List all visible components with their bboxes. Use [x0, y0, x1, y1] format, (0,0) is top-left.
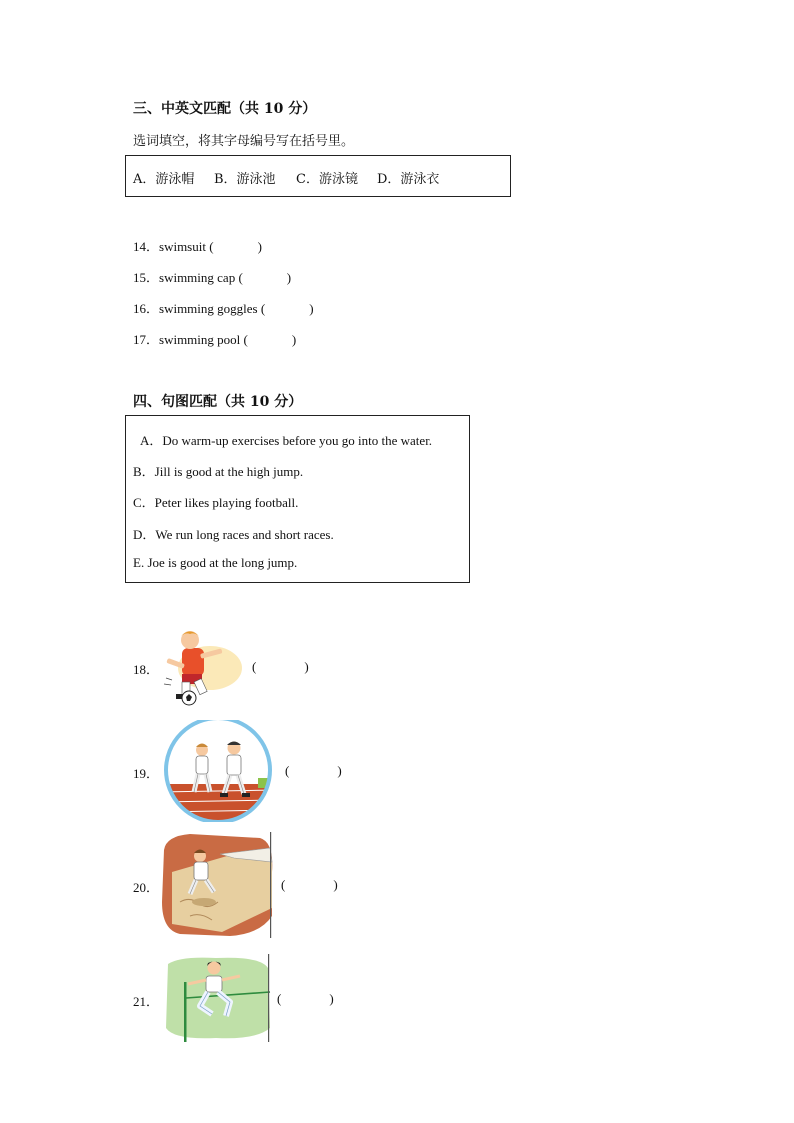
item-18-answer[interactable]	[252, 659, 309, 675]
question-text: swimming goggles (	[159, 301, 266, 316]
close-paren: )	[257, 239, 262, 254]
open-paren: (	[281, 877, 286, 892]
open-paren: (	[277, 991, 282, 1006]
sentence-c: C．Peter likes playing football.	[133, 495, 299, 510]
item-18-number: 18．	[133, 662, 160, 677]
close-paren: )	[286, 270, 292, 285]
word-option-b: B．游泳池	[214, 172, 276, 187]
close-paren: )	[309, 301, 314, 316]
question-number: 15．	[133, 270, 160, 285]
word-option-d: D．游泳衣	[377, 172, 440, 187]
two-runners-on-track-picture	[160, 720, 276, 822]
section4-title: 四、句图匹配（共 10 分）	[133, 394, 303, 410]
question-text: swimsuit (	[159, 239, 214, 254]
sentence-bank-box	[125, 415, 470, 583]
item-21-number: 21．	[133, 994, 160, 1009]
word-option-c: C．游泳镜	[296, 172, 358, 187]
item-20-answer[interactable]	[281, 877, 338, 893]
question-number: 14．	[133, 239, 160, 254]
boy-kicking-football-picture	[160, 626, 244, 706]
question-14	[133, 236, 262, 255]
close-paren: )	[304, 659, 309, 674]
close-paren: )	[337, 763, 342, 778]
close-paren: )	[291, 332, 297, 347]
section3-title: 三、中英文匹配（共 10 分）	[133, 101, 317, 117]
open-paren: (	[285, 763, 290, 778]
question-number: 16．	[133, 301, 160, 316]
girl-high-jump-picture	[160, 954, 272, 1042]
question-number: 17．	[133, 332, 160, 347]
question-17	[133, 329, 296, 348]
question-16	[133, 298, 314, 317]
close-paren: )	[329, 991, 334, 1006]
word-option-a: A．游泳帽	[133, 172, 195, 187]
item-19-number: 19．	[133, 766, 160, 781]
long-jump-sandpit-picture	[160, 832, 276, 938]
question-text: swimming pool (	[159, 332, 248, 347]
item-19-answer[interactable]	[285, 763, 342, 779]
sentence-a: A．Do warm-up exercises before you go into the water.	[140, 433, 433, 448]
open-paren: (	[252, 659, 257, 674]
close-paren: )	[333, 877, 338, 892]
sentence-b: B．Jill is good at the high jump.	[133, 464, 304, 479]
section3-instruction: 选词填空，将其字母编号写在括号里。	[133, 134, 355, 149]
question-15	[133, 267, 291, 286]
item-21-answer[interactable]	[277, 991, 334, 1007]
sentence-d: D．We run long races and short races.	[133, 527, 334, 542]
question-text: swimming cap (	[159, 270, 243, 285]
word-bank-box	[125, 155, 511, 197]
sentence-e: E. Joe is good at the long jump.	[133, 555, 298, 570]
item-20-number: 20．	[133, 880, 160, 895]
